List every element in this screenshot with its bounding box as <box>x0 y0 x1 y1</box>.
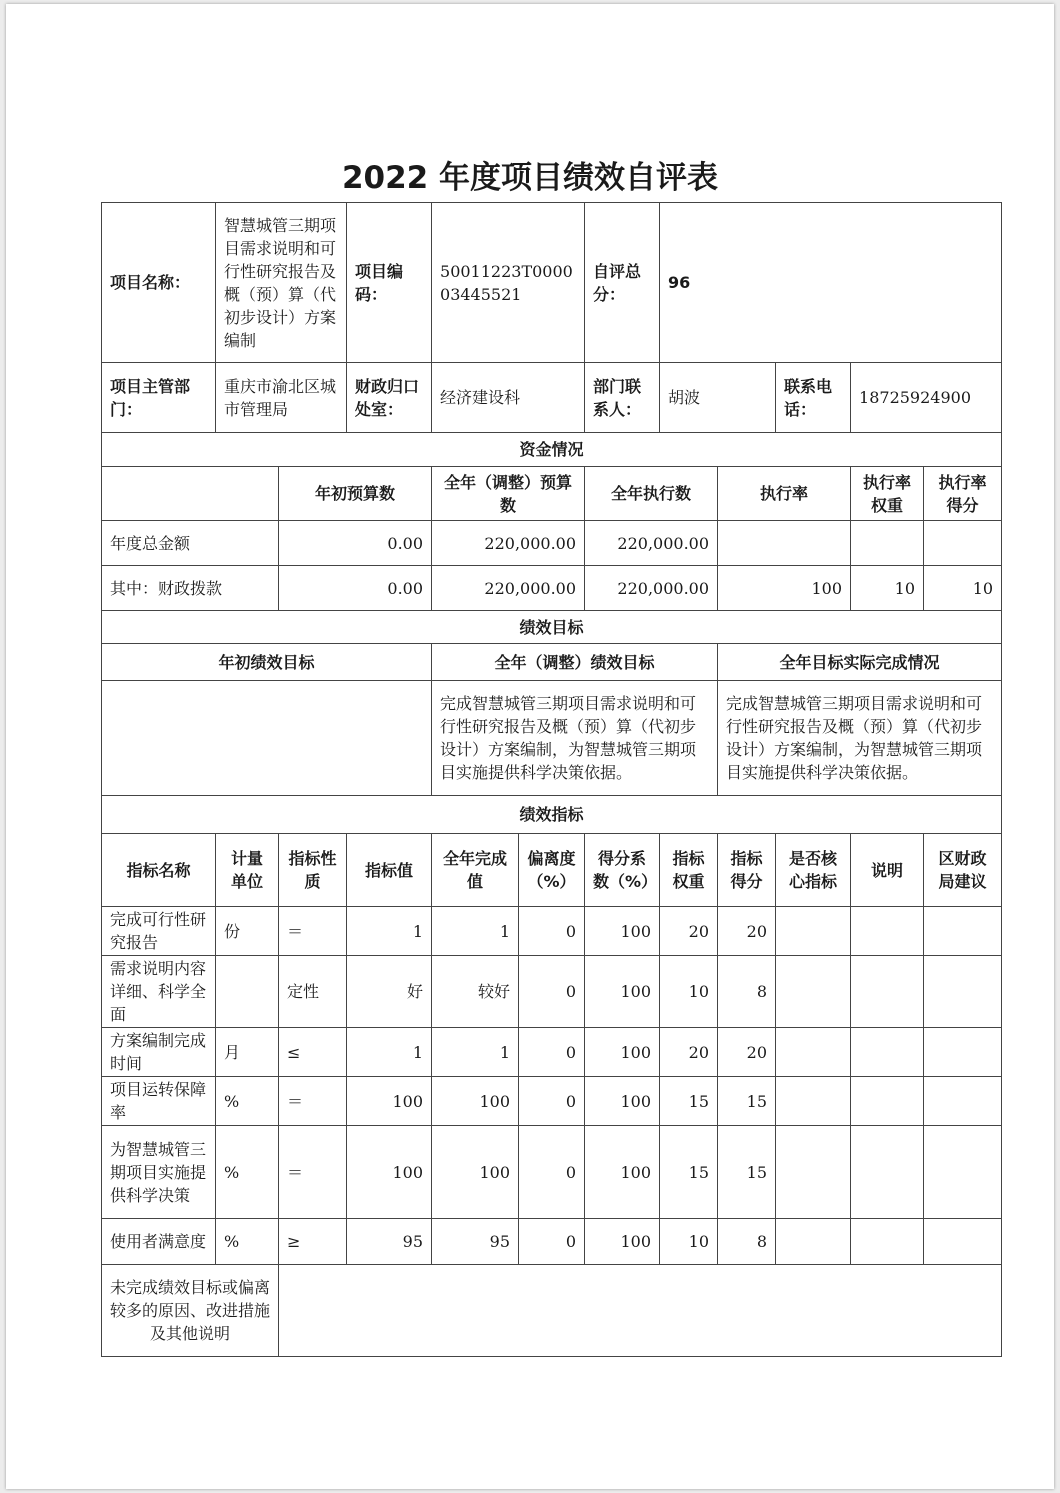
ind-advice <box>924 907 1002 956</box>
funds-row-fiscal <box>102 566 1002 611</box>
funds-cell: 220,000.00 <box>432 521 585 566</box>
ind-coef: 100 <box>585 1219 660 1265</box>
dept-label: 项目主管部门： <box>102 363 216 433</box>
funds-header-executed: 全年执行数 <box>585 467 718 521</box>
ind-header-nature: 指标性质 <box>279 834 347 907</box>
ind-advice <box>924 1219 1002 1265</box>
table-row <box>102 1028 1002 1077</box>
contact-label: 部门联系人： <box>585 363 660 433</box>
ind-name: 项目运转保障率 <box>102 1077 216 1126</box>
indicators-header-row <box>102 834 1002 907</box>
ind-core <box>776 1077 851 1126</box>
ind-weight: 20 <box>660 907 718 956</box>
ind-header-weight: 指标权重 <box>660 834 718 907</box>
funds-cell: 10 <box>924 566 1002 611</box>
ind-note <box>851 1028 924 1077</box>
ind-header-actual: 全年完成值 <box>432 834 519 907</box>
funds-header-rate-score: 执行率得分 <box>924 467 1002 521</box>
ind-weight: 15 <box>660 1126 718 1219</box>
ind-note <box>851 956 924 1028</box>
table-row <box>102 1219 1002 1265</box>
ind-nature: 定性 <box>279 956 347 1028</box>
finance-office-value: 经济建设科 <box>432 363 585 433</box>
ind-coef: 100 <box>585 1028 660 1077</box>
ind-weight: 15 <box>660 1077 718 1126</box>
ind-advice <box>924 1126 1002 1219</box>
funds-header-initial-budget: 年初预算数 <box>279 467 432 521</box>
ind-score: 8 <box>718 1219 776 1265</box>
ind-score: 20 <box>718 907 776 956</box>
ind-weight: 10 <box>660 1219 718 1265</box>
ind-header-target: 指标值 <box>347 834 432 907</box>
ind-actual: 较好 <box>432 956 519 1028</box>
ind-advice <box>924 956 1002 1028</box>
ind-note <box>851 1126 924 1219</box>
ind-unit: % <box>216 1219 279 1265</box>
funds-row-total <box>102 521 1002 566</box>
ind-score: 20 <box>718 1028 776 1077</box>
ind-nature: ＝ <box>279 1077 347 1126</box>
footer-value <box>279 1265 1002 1357</box>
ind-header-unit: 计量单位 <box>216 834 279 907</box>
goals-actual-text: 完成智慧城管三期项目需求说明和可行性研究报告及概（预）算（代初步设计）方案编制，为智慧城管三期项目实施提供科学决策依据。 <box>718 681 1002 796</box>
info-row-2 <box>102 363 1002 433</box>
ind-header-name: 指标名称 <box>102 834 216 907</box>
funds-row-label: 其中：财政拨款 <box>102 566 279 611</box>
ind-unit: 月 <box>216 1028 279 1077</box>
funds-header-rate: 执行率 <box>718 467 851 521</box>
table-row <box>102 956 1002 1028</box>
ind-deviation: 0 <box>519 1219 585 1265</box>
performance-form <box>101 202 1002 1357</box>
finance-office-label: 财政归口处室： <box>347 363 432 433</box>
ind-deviation: 0 <box>519 1126 585 1219</box>
ind-target: 好 <box>347 956 432 1028</box>
goals-header-adjusted: 全年（调整）绩效目标 <box>432 644 718 681</box>
ind-deviation: 0 <box>519 1077 585 1126</box>
funds-cell <box>718 521 851 566</box>
ind-name: 方案编制完成时间 <box>102 1028 216 1077</box>
ind-core <box>776 1126 851 1219</box>
funds-cell: 0.00 <box>279 521 432 566</box>
ind-note <box>851 1077 924 1126</box>
score-value: 96 <box>660 203 1002 363</box>
ind-header-deviation: 偏离度（%） <box>519 834 585 907</box>
table-row <box>102 1126 1002 1219</box>
ind-deviation: 0 <box>519 907 585 956</box>
funds-cell: 220,000.00 <box>432 566 585 611</box>
ind-note <box>851 907 924 956</box>
goals-adjusted-text: 完成智慧城管三期项目需求说明和可行性研究报告及概（预）算（代初步设计）方案编制，为智慧城管三期项目实施提供科学决策依据。 <box>432 681 718 796</box>
funds-header-rate-weight: 执行率权重 <box>851 467 924 521</box>
ind-score: 8 <box>718 956 776 1028</box>
goals-initial-text <box>102 681 432 796</box>
ind-advice <box>924 1077 1002 1126</box>
ind-name: 为智慧城管三期项目实施提供科学决策 <box>102 1126 216 1219</box>
project-code-label: 项目编码： <box>347 203 432 363</box>
ind-deviation: 0 <box>519 1028 585 1077</box>
ind-deviation: 0 <box>519 956 585 1028</box>
project-code-value: 50011223T000003445521 <box>432 203 585 363</box>
ind-unit <box>216 956 279 1028</box>
table-row <box>102 907 1002 956</box>
ind-actual: 100 <box>432 1077 519 1126</box>
phone-label: 联系电话： <box>776 363 851 433</box>
ind-actual: 1 <box>432 1028 519 1077</box>
ind-unit: % <box>216 1126 279 1219</box>
ind-target: 1 <box>347 907 432 956</box>
ind-unit: % <box>216 1077 279 1126</box>
document-page <box>6 4 1054 1489</box>
page-title: 2022 年度项目绩效自评表 <box>341 160 719 196</box>
footer-label: 未完成绩效目标或偏离较多的原因、改进措施及其他说明 <box>102 1265 279 1357</box>
dept-value: 重庆市渝北区城市管理局 <box>216 363 347 433</box>
ind-actual: 95 <box>432 1219 519 1265</box>
ind-target: 95 <box>347 1219 432 1265</box>
ind-header-score: 指标得分 <box>718 834 776 907</box>
goals-content-row <box>102 681 1002 796</box>
goals-header-actual: 全年目标实际完成情况 <box>718 644 1002 681</box>
goals-header-initial: 年初绩效目标 <box>102 644 432 681</box>
score-label: 自评总分： <box>585 203 660 363</box>
info-row-1 <box>102 203 1002 363</box>
funds-cell: 220,000.00 <box>585 566 718 611</box>
ind-weight: 10 <box>660 956 718 1028</box>
goals-header-row <box>102 644 1002 681</box>
funds-header-blank <box>102 467 279 521</box>
ind-nature: ≤ <box>279 1028 347 1077</box>
phone-value: 18725924900 <box>851 363 1002 433</box>
funds-header-adjusted-budget: 全年（调整）预算数 <box>432 467 585 521</box>
ind-core <box>776 907 851 956</box>
funds-header-row <box>102 467 1002 521</box>
goals-section-row <box>102 611 1002 644</box>
funds-section-row <box>102 433 1002 467</box>
ind-unit: 份 <box>216 907 279 956</box>
ind-coef: 100 <box>585 956 660 1028</box>
funds-cell: 100 <box>718 566 851 611</box>
ind-nature: ＝ <box>279 1126 347 1219</box>
project-name-value: 智慧城管三期项目需求说明和可行性研究报告及概（预）算（代初步设计）方案编制 <box>216 203 347 363</box>
funds-cell: 220,000.00 <box>585 521 718 566</box>
ind-score: 15 <box>718 1126 776 1219</box>
contact-value: 胡波 <box>660 363 776 433</box>
ind-name: 需求说明内容详细、科学全面 <box>102 956 216 1028</box>
ind-coef: 100 <box>585 1077 660 1126</box>
funds-cell: 0.00 <box>279 566 432 611</box>
ind-header-note: 说明 <box>851 834 924 907</box>
funds-section-title: 资金情况 <box>102 433 1002 467</box>
ind-core <box>776 956 851 1028</box>
ind-target: 100 <box>347 1126 432 1219</box>
ind-core <box>776 1219 851 1265</box>
ind-nature: ≥ <box>279 1219 347 1265</box>
funds-cell: 10 <box>851 566 924 611</box>
table-row <box>102 1077 1002 1126</box>
ind-weight: 20 <box>660 1028 718 1077</box>
ind-coef: 100 <box>585 1126 660 1219</box>
ind-coef: 100 <box>585 907 660 956</box>
ind-core <box>776 1028 851 1077</box>
goals-section-title: 绩效目标 <box>102 611 1002 644</box>
ind-target: 1 <box>347 1028 432 1077</box>
ind-actual: 100 <box>432 1126 519 1219</box>
indicators-section-row <box>102 796 1002 834</box>
ind-header-coef: 得分系数（%） <box>585 834 660 907</box>
ind-name: 使用者满意度 <box>102 1219 216 1265</box>
ind-score: 15 <box>718 1077 776 1126</box>
ind-target: 100 <box>347 1077 432 1126</box>
indicators-section-title: 绩效指标 <box>102 796 1002 834</box>
ind-header-core: 是否核心指标 <box>776 834 851 907</box>
project-name-label: 项目名称： <box>102 203 216 363</box>
ind-nature: ＝ <box>279 907 347 956</box>
ind-note <box>851 1219 924 1265</box>
ind-actual: 1 <box>432 907 519 956</box>
funds-row-label: 年度总金额 <box>102 521 279 566</box>
ind-name: 完成可行性研究报告 <box>102 907 216 956</box>
ind-advice <box>924 1028 1002 1077</box>
funds-cell <box>924 521 1002 566</box>
funds-cell <box>851 521 924 566</box>
footer-row <box>102 1265 1002 1357</box>
ind-header-advice: 区财政局建议 <box>924 834 1002 907</box>
